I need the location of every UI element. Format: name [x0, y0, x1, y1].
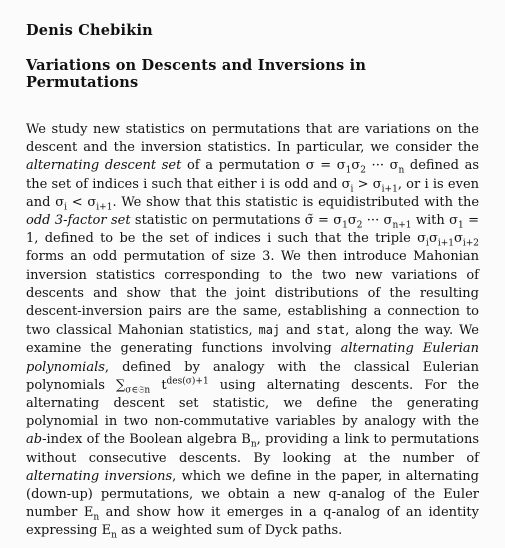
subscript: i — [426, 238, 429, 249]
subscript: i — [64, 202, 67, 213]
abstract-text: using alternating descents. For the alternating descent set statistic, we define the generating polynomial in two non-commutative variables by analogy with the — [26, 377, 480, 430]
paper-title: Variations on Descents and Inversions in Permutations — [26, 57, 367, 91]
term-alternating-eulerian-polynomials: alternating Eulerian polynomials — [26, 341, 479, 375]
abstract-text: as a weighted sum of Dyck paths. — [116, 523, 343, 539]
sum-subscript: σ∈𝔖n — [125, 385, 151, 396]
abstract-text: of a permutation σ = σ — [181, 158, 346, 174]
abstract-text: defined as the set of indices i such that either i is odd and σ — [26, 158, 479, 192]
subscript: n — [250, 440, 257, 451]
subscript: 1 — [458, 220, 464, 231]
subscript: 2 — [356, 220, 363, 231]
abstract-text: , along the way. We examine the generating functions involving — [26, 323, 479, 357]
abstract-text: , defined by analogy with the classical Eulerian polynomials ∑ — [26, 359, 479, 393]
subscript: n — [93, 512, 100, 523]
subscript: i — [350, 184, 354, 195]
statistic-stat: stat — [316, 323, 346, 338]
term-ab: ab — [26, 432, 43, 448]
superscript: des(σ)+1 — [166, 376, 209, 387]
subscript: i+1 — [381, 184, 398, 195]
abstract-text: and show how it emerges in a q-analog of an identity expressing E — [26, 505, 479, 539]
abstract-paragraph — [26, 121, 479, 541]
abstract-text: σ — [347, 213, 357, 229]
abstract-text: > σ — [353, 176, 382, 192]
abstract-text: = 1, defined to be the set of indices i such that the triple σ — [26, 213, 479, 247]
subscript: n+1 — [392, 220, 412, 231]
subscript: 1 — [345, 166, 352, 176]
abstract-text: forms an odd permutation of size 3. We then introduce Mahonian inversion statistics corresponding to the two new variations of descents and show that the joint distributions of the resulting descent-inversion pairs are the same, establishing a connection to two classical Mahonian statistics, — [26, 249, 479, 339]
author-name: Denis Chebikin — [26, 22, 153, 39]
abstract-text: σ — [351, 158, 361, 174]
term-alternating-inversions: alternating inversions — [26, 468, 173, 484]
abstract-text: σ — [453, 231, 463, 247]
abstract-text: and — [280, 323, 317, 339]
abstract-text: ··· σ — [362, 213, 393, 229]
abstract-text: . We show that this statistic is equidistributed with the — [112, 194, 480, 210]
abstract-text: t — [150, 377, 167, 393]
abstract-text: We study new statistics on permutations that are variations on the descent and the inversion statistics. In particular, we consider the — [26, 122, 479, 156]
term-odd-3-factor-set: odd 3-factor set — [26, 213, 131, 229]
abstract-text: , which we define in the paper, in alternating (down-up) permutations, we obtain a new q-analog of the Euler number E — [26, 468, 480, 521]
abstract-text: with σ — [411, 213, 458, 229]
subscript: i+1 — [437, 238, 454, 249]
statistic-maj: maj — [258, 323, 281, 338]
abstract-text: < σ — [66, 194, 97, 210]
subscript: 2 — [360, 166, 366, 176]
term-alternating-descent-set: alternating descent set — [26, 158, 182, 174]
subscript: i+1 — [96, 202, 113, 213]
abstract-text: statistic on permutations σ̃ = σ — [130, 213, 343, 229]
abstract-text: , providing a link to permutations without consecutive descents. By looking at the number of — [26, 432, 479, 466]
abstract-text: -index of the Boolean algebra B — [42, 432, 251, 448]
subscript: n — [398, 166, 405, 176]
subscript: 1 — [342, 220, 348, 231]
abstract-text: σ — [428, 231, 438, 247]
subscript: n — [111, 531, 117, 542]
subscript: i+2 — [462, 238, 479, 249]
abstract-text: , or i is even and σ — [26, 176, 480, 210]
abstract-text: ··· σ — [365, 158, 399, 174]
